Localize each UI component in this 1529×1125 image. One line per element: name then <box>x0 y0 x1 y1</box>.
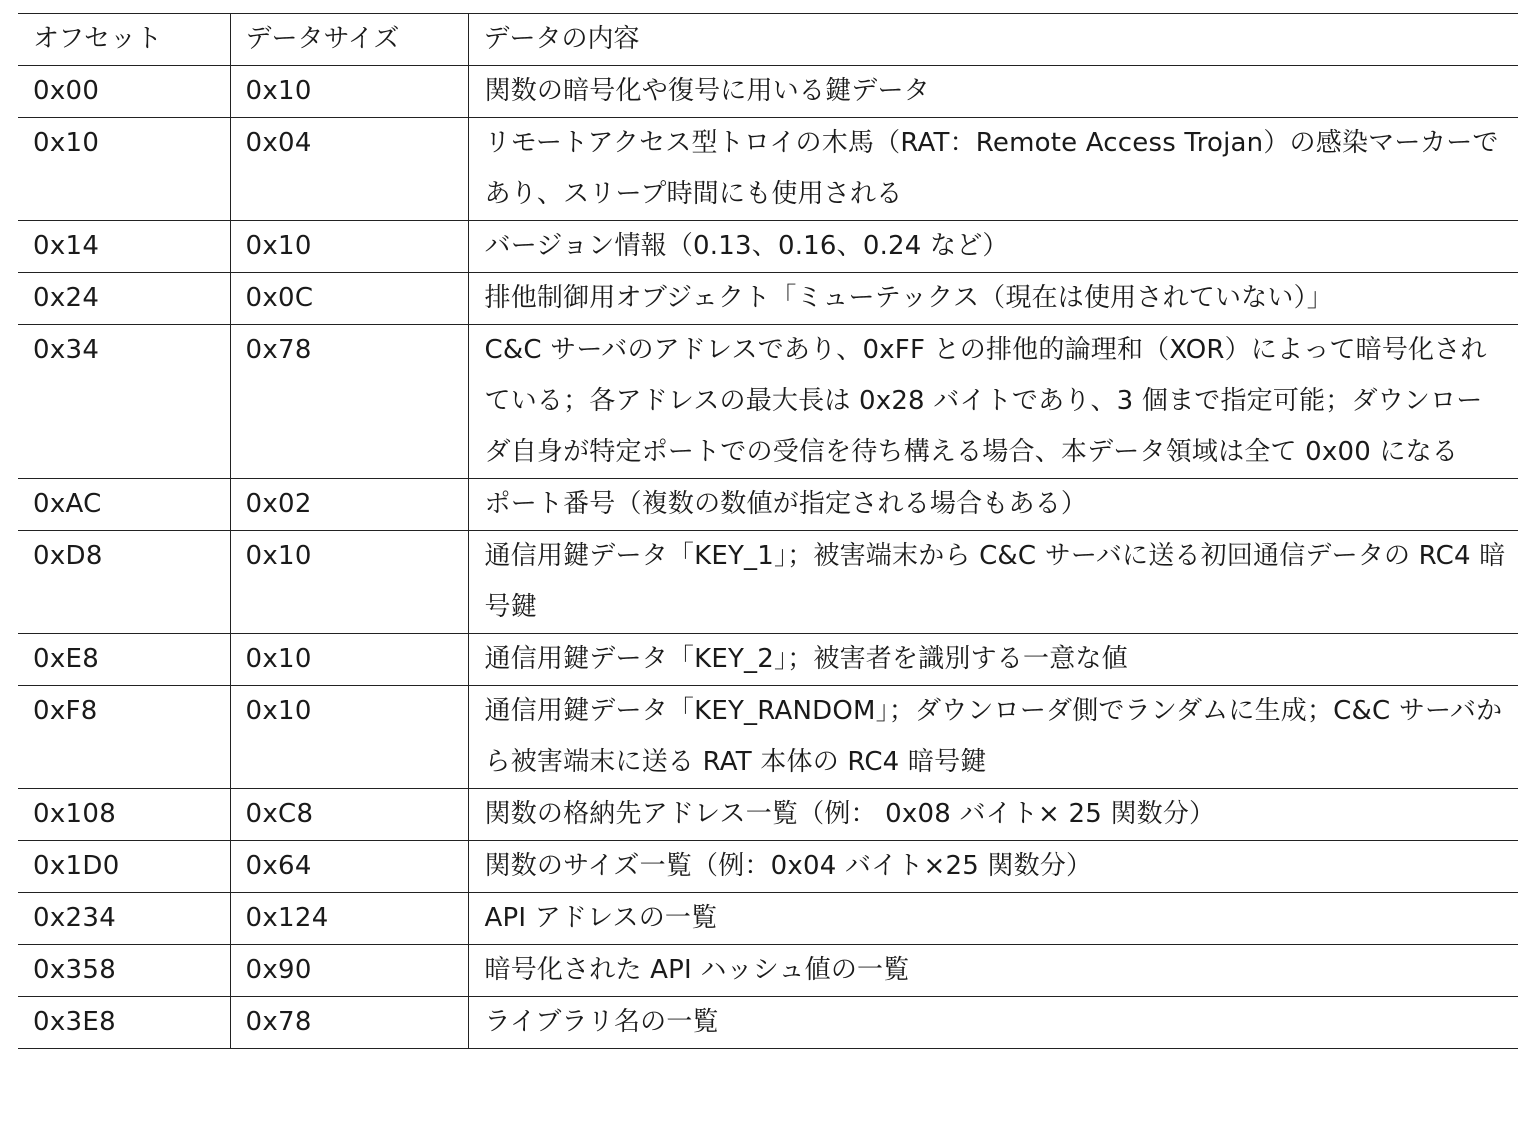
cell-content: C&C サーバのアドレスであり、0xFF との排他的論理和（XOR）によって暗号化されている；各アドレスの最大長は 0x28 バイトであり、3 個まで指定可能；ダウンローダ自身が特定ポートでの受信を待ち構える場合、本データ領域は全て 0x00 になる <box>468 325 1518 479</box>
table-row <box>18 893 1518 945</box>
table-row <box>18 479 1518 531</box>
cell-size: 0x10 <box>230 221 468 273</box>
cell-offset: 0x108 <box>18 789 230 841</box>
cell-size: 0x10 <box>230 531 468 634</box>
table-row <box>18 789 1518 841</box>
cell-size: 0x0C <box>230 273 468 325</box>
cell-size: 0xC8 <box>230 789 468 841</box>
cell-offset: 0xE8 <box>18 634 230 686</box>
cell-size: 0x78 <box>230 325 468 479</box>
cell-offset: 0xF8 <box>18 686 230 789</box>
table-row <box>18 997 1518 1049</box>
cell-offset: 0x24 <box>18 273 230 325</box>
cell-size: 0x10 <box>230 634 468 686</box>
cell-offset: 0x00 <box>18 66 230 118</box>
cell-content: 排他制御用オブジェクト「ミューテックス（現在は使用されていない）」 <box>468 273 1518 325</box>
table-row <box>18 118 1518 221</box>
cell-offset: 0x3E8 <box>18 997 230 1049</box>
table-row <box>18 325 1518 479</box>
cell-content: バージョン情報（0.13、0.16、0.24 など） <box>468 221 1518 273</box>
cell-content: 通信用鍵データ「KEY_RANDOM」；ダウンローダ側でランダムに生成；C&C サーバから被害端末に送る RAT 本体の RC4 暗号鍵 <box>468 686 1518 789</box>
table-row <box>18 531 1518 634</box>
header-data-content: データの内容 <box>468 14 1518 66</box>
cell-offset: 0x10 <box>18 118 230 221</box>
data-structure-table-container <box>18 13 1518 1049</box>
table-header-row <box>18 14 1518 66</box>
cell-content: API アドレスの一覧 <box>468 893 1518 945</box>
cell-content: 通信用鍵データ「KEY_1」；被害端末から C&C サーバに送る初回通信データの RC4 暗号鍵 <box>468 531 1518 634</box>
cell-offset: 0x14 <box>18 221 230 273</box>
cell-offset: 0x234 <box>18 893 230 945</box>
header-offset: オフセット <box>18 14 230 66</box>
data-structure-table <box>18 13 1518 1049</box>
cell-content: 関数のサイズ一覧（例：0x04 バイト×25 関数分） <box>468 841 1518 893</box>
table-row <box>18 66 1518 118</box>
cell-size: 0x04 <box>230 118 468 221</box>
cell-size: 0x90 <box>230 945 468 997</box>
cell-content: 通信用鍵データ「KEY_2」；被害者を識別する一意な値 <box>468 634 1518 686</box>
cell-content: 関数の格納先アドレス一覧（例： 0x08 バイト× 25 関数分） <box>468 789 1518 841</box>
cell-size: 0x10 <box>230 686 468 789</box>
cell-offset: 0x1D0 <box>18 841 230 893</box>
table-row <box>18 945 1518 997</box>
cell-size: 0x124 <box>230 893 468 945</box>
cell-offset: 0x34 <box>18 325 230 479</box>
table-row <box>18 221 1518 273</box>
cell-size: 0x78 <box>230 997 468 1049</box>
cell-content: ライブラリ名の一覧 <box>468 997 1518 1049</box>
cell-content: 暗号化された API ハッシュ値の一覧 <box>468 945 1518 997</box>
cell-size: 0x10 <box>230 66 468 118</box>
cell-offset: 0x358 <box>18 945 230 997</box>
table-row <box>18 273 1518 325</box>
cell-offset: 0xD8 <box>18 531 230 634</box>
header-data-size: データサイズ <box>230 14 468 66</box>
cell-offset: 0xAC <box>18 479 230 531</box>
table-row <box>18 841 1518 893</box>
cell-size: 0x02 <box>230 479 468 531</box>
cell-content: 関数の暗号化や復号に用いる鍵データ <box>468 66 1518 118</box>
cell-size: 0x64 <box>230 841 468 893</box>
table-row <box>18 686 1518 789</box>
cell-content: リモートアクセス型トロイの木馬（RAT：Remote Access Trojan）の感染マーカーであり、スリープ時間にも使用される <box>468 118 1518 221</box>
table-row <box>18 634 1518 686</box>
cell-content: ポート番号（複数の数値が指定される場合もある） <box>468 479 1518 531</box>
